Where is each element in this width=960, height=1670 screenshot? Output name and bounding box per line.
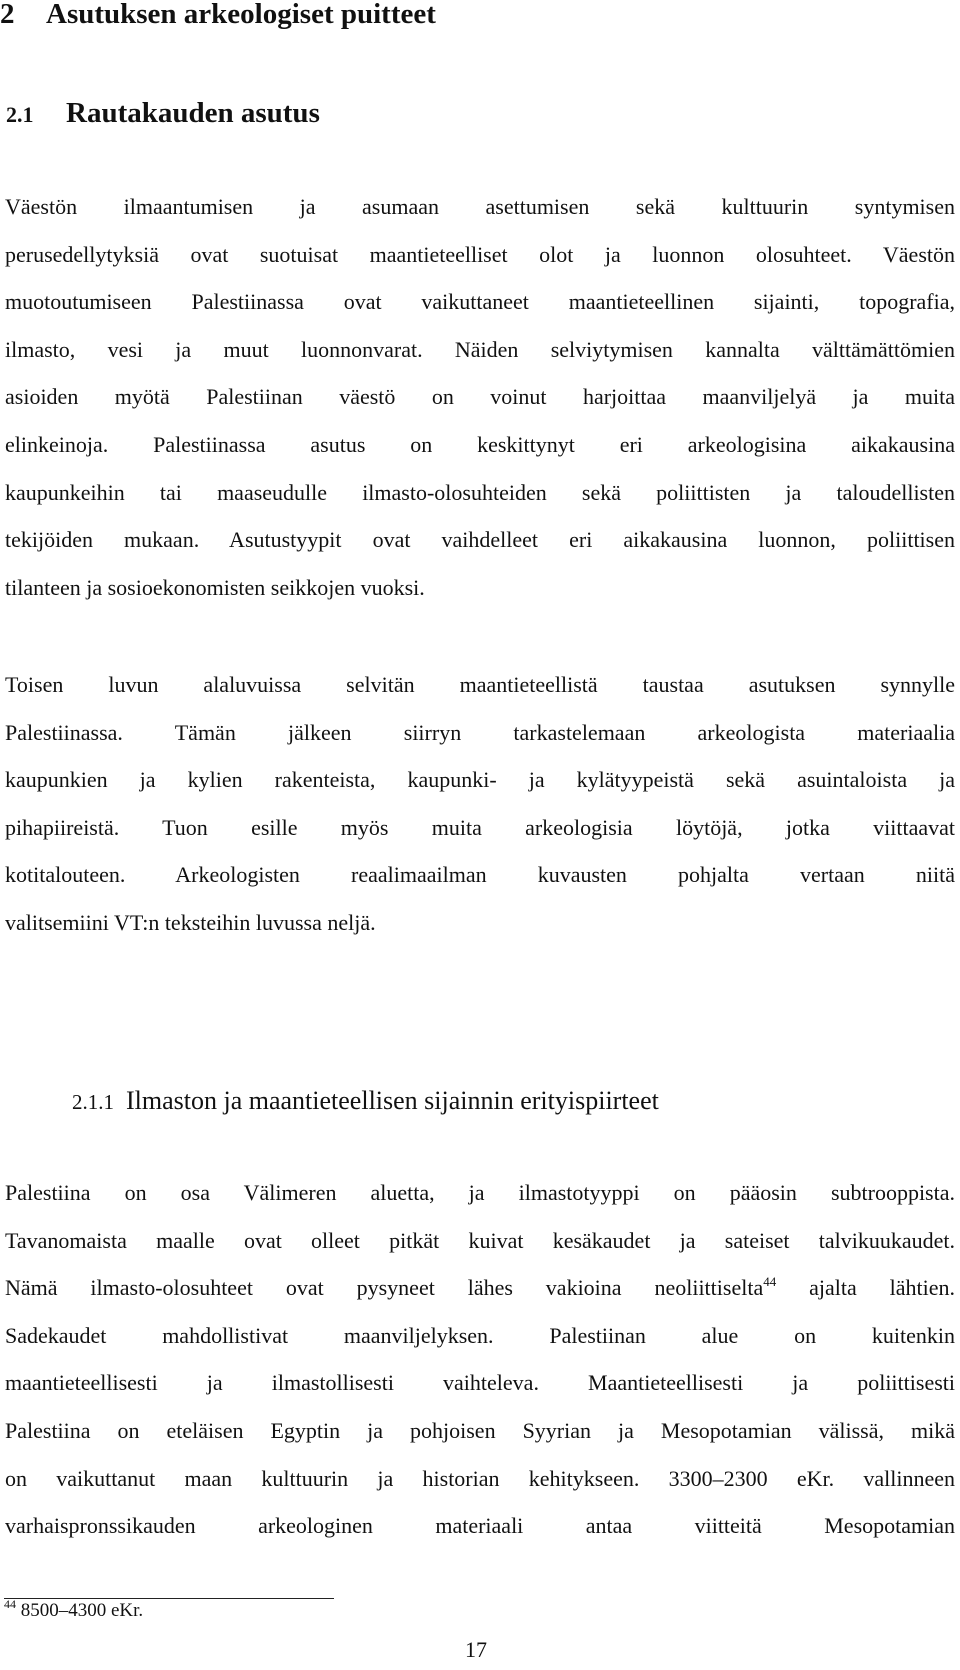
text-line: Sadekaudet mahdollistivat maanviljelyksen. Palestiinan alue on kuitenkin xyxy=(5,1322,955,1348)
text-segment: Nämä ilmasto-olosuhteet ovat pysyneet lähes vakioina neoliittiselta xyxy=(5,1275,764,1301)
subsection-heading xyxy=(72,1086,659,1116)
text-line: kaupunkeihin tai maaseudulle ilmasto-olosuhteiden sekä poliittisten ja taloudellisten xyxy=(5,479,955,505)
text-line: pihapiireistä. Tuon esille myös muita arkeologisia löytöjä, jotka viittaavat xyxy=(5,814,955,840)
chapter-number: 2 xyxy=(0,0,15,30)
text-line: maantieteellisesti ja ilmastollisesti vaihteleva. Maantieteellisesti ja poliittisesti xyxy=(5,1370,955,1396)
chapter-title: Asutuksen arkeologiset puitteet xyxy=(46,0,436,30)
footnote-number: 44 xyxy=(4,1597,16,1611)
subsection-title: Ilmaston ja maantieteellisen sijainnin erityispiirteet xyxy=(126,1086,659,1115)
text-line: tekijöiden mukaan. Asutustyypit ovat vaihdelleet eri aikakausina luonnon, poliittisen xyxy=(5,527,955,553)
text-line: ilmasto, vesi ja muut luonnonvarat. Näiden selviytymisen kannalta välttämättömien xyxy=(5,336,955,362)
text-line: kotitalouteen. Arkeologisten reaalimaailman kuvausten pohjalta vertaan niitä xyxy=(5,862,955,888)
text-line: tilanteen ja sosioekonomisten seikkojen vuoksi. xyxy=(5,574,425,600)
text-line: valitsemiini VT:n teksteihin luvussa neljä. xyxy=(5,909,376,935)
paragraph-intro xyxy=(5,183,955,611)
text-line: Palestiina on osa Välimeren aluetta, ja ilmastotyyppi on pääosin subtrooppista. xyxy=(5,1180,955,1205)
page-number: 17 xyxy=(465,1637,487,1662)
subsection-number: 2.1.1 xyxy=(72,1090,114,1114)
text-line: Väestön ilmaantumisen ja asumaan asettumisen sekä kulttuurin syntymisen xyxy=(5,194,955,219)
text-line: Palestiina on eteläisen Egyptin ja pohjoisen Syyrian ja Mesopotamian välissä, mikä xyxy=(5,1417,955,1443)
text-line: kaupunkien ja kylien rakenteista, kaupunki- ja kylätyypeistä sekä asuintaloista ja xyxy=(5,767,955,793)
text-line: asioiden myötä Palestiinan väestö on voinut harjoittaa maanviljelyä ja muita xyxy=(5,384,955,410)
footnote-text: 8500–4300 eKr. xyxy=(16,1600,144,1621)
text-line: elinkeinoja. Palestiinassa asutus on keskittynyt eri arkeologisina aikakausina xyxy=(5,431,955,457)
text-segment: ajalta lähtien. xyxy=(776,1275,956,1301)
text-line: Palestiinassa. Tämän jälkeen siirryn tarkastelemaan arkeologista materiaalia xyxy=(5,719,955,745)
footnote xyxy=(4,1597,144,1622)
paragraph-climate xyxy=(5,1169,955,1550)
footnote-reference[interactable]: 44 xyxy=(763,1274,777,1290)
text-line: muotoutumiseen Palestiinassa ovat vaikuttaneet maantieteellinen sijainti, topografia, xyxy=(5,289,955,315)
text-line: on vaikuttanut maan kulttuurin ja historian kehitykseen. 3300–2300 eKr. vallinneen xyxy=(5,1465,955,1491)
section-number: 2.1 xyxy=(6,102,34,127)
text-line-with-footnote-ref xyxy=(5,1264,955,1312)
text-line: Toisen luvun alaluvuissa selvitän maantieteellistä taustaa asutuksen synnylle xyxy=(5,672,955,697)
text-line: perusedellytyksiä ovat suotuisat maantieteelliset olot ja luonnon olosuhteet. Väestön xyxy=(5,241,955,267)
text-line: varhaispronssikauden arkeologinen materiaali antaa viitteitä Mesopotamian xyxy=(5,1513,955,1539)
section-heading xyxy=(6,97,320,130)
chapter-heading xyxy=(0,0,436,31)
section-title: Rautakauden asutus xyxy=(66,97,320,129)
text-line: Tavanomaista maalle ovat olleet pitkät kuivat kesäkaudet ja sateiset talvikuukaudet. xyxy=(5,1227,955,1253)
paragraph-outline xyxy=(5,661,955,947)
footnote-divider xyxy=(4,1598,334,1599)
